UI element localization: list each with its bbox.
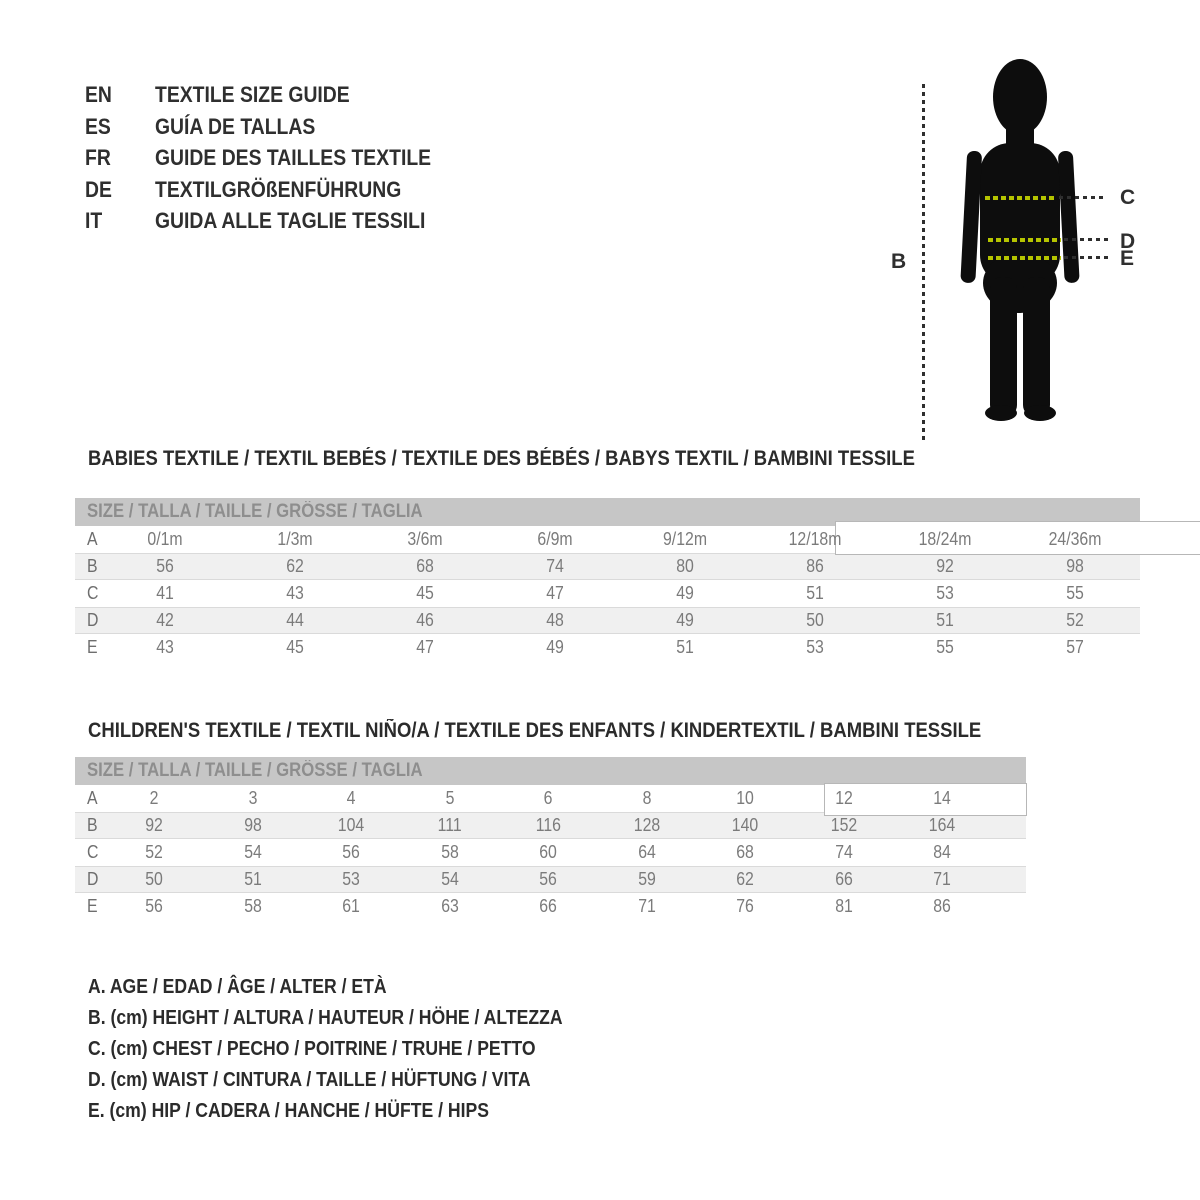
- row-label: B: [87, 556, 98, 576]
- chest-pointer-line: [1059, 196, 1107, 199]
- table-cell: 86: [806, 556, 824, 576]
- table-row: [75, 893, 1026, 920]
- table-cell: 45: [286, 637, 304, 657]
- table-cell: 6: [543, 788, 553, 808]
- table-cell: 104: [338, 815, 365, 835]
- table-cell: 66: [834, 869, 853, 889]
- language-code-es: ES: [85, 113, 111, 139]
- table-cell: 68: [736, 842, 755, 862]
- table-cell: 62: [286, 556, 304, 576]
- table-cell: 60: [539, 842, 558, 862]
- table-cell: 164: [929, 815, 956, 835]
- language-code-en: EN: [85, 82, 112, 107]
- babies-table-header: SIZE / TALLA / TAILLE / GRÖSSE / TAGLIA: [75, 498, 1140, 526]
- table-row: [75, 553, 1140, 580]
- children-section-title: CHILDREN'S TEXTILE / TEXTIL NIÑO/A / TEXTILE DES ENFANTS / KINDERTEXTIL / BAMBINI TESSILE: [88, 719, 982, 742]
- table-cell: 45: [416, 583, 434, 603]
- legend-hip: E. (cm) HIP / CADERA / HANCHE / HÜFTE / HIPS: [88, 1100, 489, 1122]
- table-row: [75, 812, 1026, 839]
- table-cell: 10: [736, 788, 755, 808]
- legend-chest: C. (cm) CHEST / PECHO / POITRINE / TRUHE / PETTO: [88, 1038, 536, 1060]
- table-cell: 24/36m: [1048, 529, 1102, 549]
- table-cell: 52: [1066, 610, 1084, 630]
- table-cell: 58: [440, 842, 459, 862]
- table-cell: 51: [806, 583, 824, 603]
- table-cell: 59: [637, 869, 656, 889]
- hip-pointer-line: [1064, 256, 1108, 259]
- table-cell: 76: [736, 896, 755, 916]
- table-cell: 62: [736, 869, 755, 889]
- table-cell: 3: [248, 788, 258, 808]
- table-cell: 55: [1066, 583, 1084, 603]
- table-cell: 57: [1066, 637, 1084, 657]
- language-code-fr: FR: [85, 145, 111, 170]
- table-cell: 55: [936, 637, 954, 657]
- babies-table-body: [75, 526, 1140, 661]
- table-cell: 9/12m: [662, 529, 708, 549]
- chest-label: C: [1120, 186, 1136, 209]
- table-cell: 58: [243, 896, 262, 916]
- table-cell: 56: [145, 896, 164, 916]
- guide-title-it: GUIDA ALLE TAGLIE TESSILI: [155, 208, 426, 233]
- table-cell: 51: [243, 869, 262, 889]
- guide-title-fr: GUIDE DES TAILLES TEXTILE: [155, 145, 432, 170]
- guide-title-en: TEXTILE SIZE GUIDE: [155, 82, 350, 107]
- table-cell: 43: [156, 637, 174, 657]
- table-cell: 54: [243, 842, 262, 862]
- table-cell: 12/18m: [788, 529, 842, 549]
- child-silhouette: [950, 55, 1090, 435]
- table-cell: 86: [933, 896, 952, 916]
- table-cell: 44: [286, 610, 304, 630]
- table-cell: 63: [440, 896, 459, 916]
- table-cell: 48: [546, 610, 564, 630]
- table-cell: 14: [933, 788, 952, 808]
- guide-title-de: TEXTILGRÖßENFÜHRUNG: [155, 176, 402, 202]
- height-guide-line: [922, 84, 925, 442]
- waist-pointer-line: [1064, 238, 1108, 241]
- table-cell: 61: [342, 896, 361, 916]
- row-label: B: [87, 815, 98, 835]
- babies-section-title: BABIES TEXTILE / TEXTIL BEBÉS / TEXTILE DES BÉBÉS / BABYS TEXTIL / BAMBINI TESSILE: [88, 447, 915, 470]
- table-cell: 56: [539, 869, 558, 889]
- table-row: [75, 839, 1026, 866]
- row-label: C: [87, 842, 99, 862]
- table-cell: 71: [637, 896, 656, 916]
- table-cell: 128: [633, 815, 660, 835]
- table-cell: 53: [936, 583, 954, 603]
- table-cell: 51: [676, 637, 694, 657]
- table-cell: 47: [416, 637, 434, 657]
- guide-title-es: GUÍA DE TALLAS: [155, 113, 316, 139]
- table-cell: 49: [676, 583, 694, 603]
- table-cell: 71: [933, 869, 952, 889]
- table-cell: 98: [1066, 556, 1084, 576]
- table-cell: 56: [342, 842, 361, 862]
- table-cell: 4: [346, 788, 356, 808]
- table-row: [75, 785, 1026, 812]
- table-cell: 42: [156, 610, 174, 630]
- language-code-de: DE: [85, 176, 112, 202]
- table-cell: 52: [145, 842, 164, 862]
- waist-label: D: [1120, 230, 1136, 253]
- table-cell: 54: [440, 869, 459, 889]
- table-row: [75, 634, 1140, 661]
- table-cell: 0/1m: [147, 529, 183, 549]
- language-code-it: IT: [85, 208, 103, 233]
- chest-measure-line: [985, 196, 1055, 200]
- table-cell: 50: [806, 610, 824, 630]
- height-label: B: [891, 250, 907, 273]
- table-cell: 5: [445, 788, 455, 808]
- table-cell: 84: [933, 842, 952, 862]
- row-label: A: [87, 788, 98, 808]
- children-size-table: [75, 757, 1026, 920]
- table-row: [75, 866, 1026, 893]
- table-cell: 49: [546, 637, 564, 657]
- row-label: C: [87, 583, 99, 603]
- table-cell: 12: [834, 788, 853, 808]
- table-cell: 80: [676, 556, 694, 576]
- table-cell: 66: [539, 896, 558, 916]
- row-label: D: [87, 869, 99, 889]
- table-cell: 41: [156, 583, 174, 603]
- table-cell: 46: [416, 610, 434, 630]
- table-cell: 92: [936, 556, 954, 576]
- table-cell: 81: [834, 896, 853, 916]
- table-cell: 68: [416, 556, 434, 576]
- table-cell: 50: [145, 869, 164, 889]
- table-cell: 8: [642, 788, 652, 808]
- waist-measure-line: [988, 238, 1061, 242]
- children-table-header: SIZE / TALLA / TAILLE / GRÖSSE / TAGLIA: [75, 757, 1026, 785]
- table-row: [75, 580, 1140, 607]
- table-cell: 56: [156, 556, 174, 576]
- table-cell: 53: [342, 869, 361, 889]
- hip-label: E: [1120, 247, 1135, 270]
- table-cell: 2: [149, 788, 159, 808]
- table-row: [75, 607, 1140, 634]
- hip-measure-line: [988, 256, 1061, 260]
- table-cell: 116: [535, 815, 561, 835]
- table-cell: 3/6m: [407, 529, 443, 549]
- table-row: [75, 526, 1140, 553]
- table-cell: 49: [676, 610, 694, 630]
- table-cell: 74: [546, 556, 564, 576]
- table-cell: 98: [243, 815, 262, 835]
- table-cell: 64: [637, 842, 656, 862]
- legend-height: B. (cm) HEIGHT / ALTURA / HAUTEUR / HÖHE / ALTEZZA: [88, 1007, 563, 1029]
- table-cell: 43: [286, 583, 304, 603]
- table-cell: 6/9m: [537, 529, 573, 549]
- table-cell: 74: [834, 842, 853, 862]
- legend-age: A. AGE / EDAD / ÂGE / ALTER / ETÀ: [88, 976, 387, 998]
- children-table-body: [75, 785, 1026, 920]
- measurement-legend: [88, 972, 627, 1127]
- table-cell: 111: [437, 815, 462, 835]
- table-cell: 51: [936, 610, 954, 630]
- table-cell: 53: [806, 637, 824, 657]
- table-cell: 92: [145, 815, 164, 835]
- table-cell: 47: [546, 583, 564, 603]
- legend-waist: D. (cm) WAIST / CINTURA / TAILLE / HÜFTUNG / VITA: [88, 1069, 531, 1091]
- row-label: D: [87, 610, 99, 630]
- table-cell: 140: [732, 815, 759, 835]
- row-label: E: [87, 637, 98, 657]
- table-cell: 152: [830, 815, 857, 835]
- table-cell: 1/3m: [277, 529, 313, 549]
- row-label: E: [87, 896, 98, 916]
- row-label: A: [87, 529, 98, 549]
- table-cell: 18/24m: [918, 529, 972, 549]
